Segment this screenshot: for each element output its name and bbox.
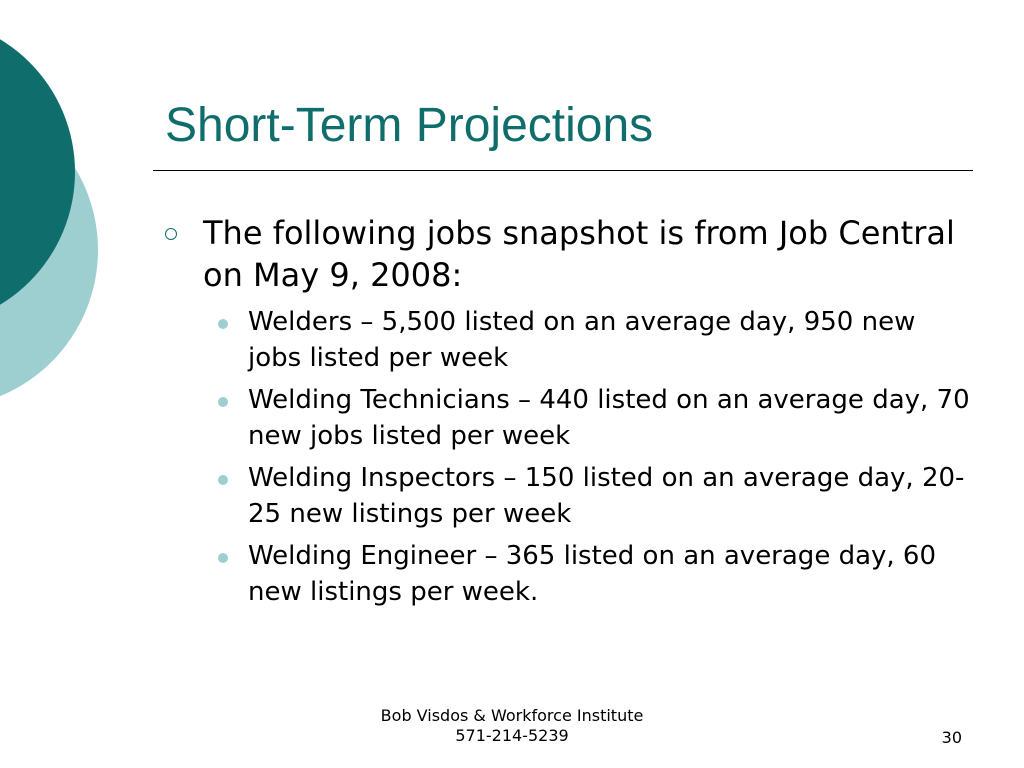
decorative-circles: [0, 0, 110, 420]
main-bullet: [165, 212, 955, 296]
list-item-text: Welding Inspectors – 150 listed on an average day, 20-25 new listings per week: [248, 463, 965, 529]
footer-phone: 571-214-5239: [455, 726, 569, 745]
sub-bullet-list: [212, 304, 972, 616]
list-item: [212, 382, 972, 454]
list-item: [212, 304, 972, 376]
filled-dot-bullet-icon: [218, 319, 228, 329]
page-number: 30: [941, 728, 962, 747]
list-item-text: Welders – 5,500 listed on an average day, 950 new jobs listed per week: [248, 307, 916, 373]
slide-title: Short-Term Projections: [165, 99, 654, 152]
title-divider: [153, 170, 973, 171]
filled-dot-bullet-icon: [218, 475, 228, 485]
footer-author: Bob Visdos & Workforce Institute: [380, 706, 644, 725]
filled-dot-bullet-icon: [218, 397, 228, 407]
filled-dot-bullet-icon: [218, 553, 228, 563]
hollow-circle-bullet-icon: [165, 228, 177, 240]
list-item: [212, 538, 972, 610]
footer-text: [362, 706, 662, 746]
main-bullet-text: The following jobs snapshot is from Job Central on May 9, 2008:: [203, 214, 955, 294]
list-item-text: Welding Technicians – 440 listed on an average day, 70 new jobs listed per week: [248, 385, 970, 451]
list-item-text: Welding Engineer – 365 listed on an average day, 60 new listings per week.: [248, 541, 937, 607]
list-item: [212, 460, 972, 532]
